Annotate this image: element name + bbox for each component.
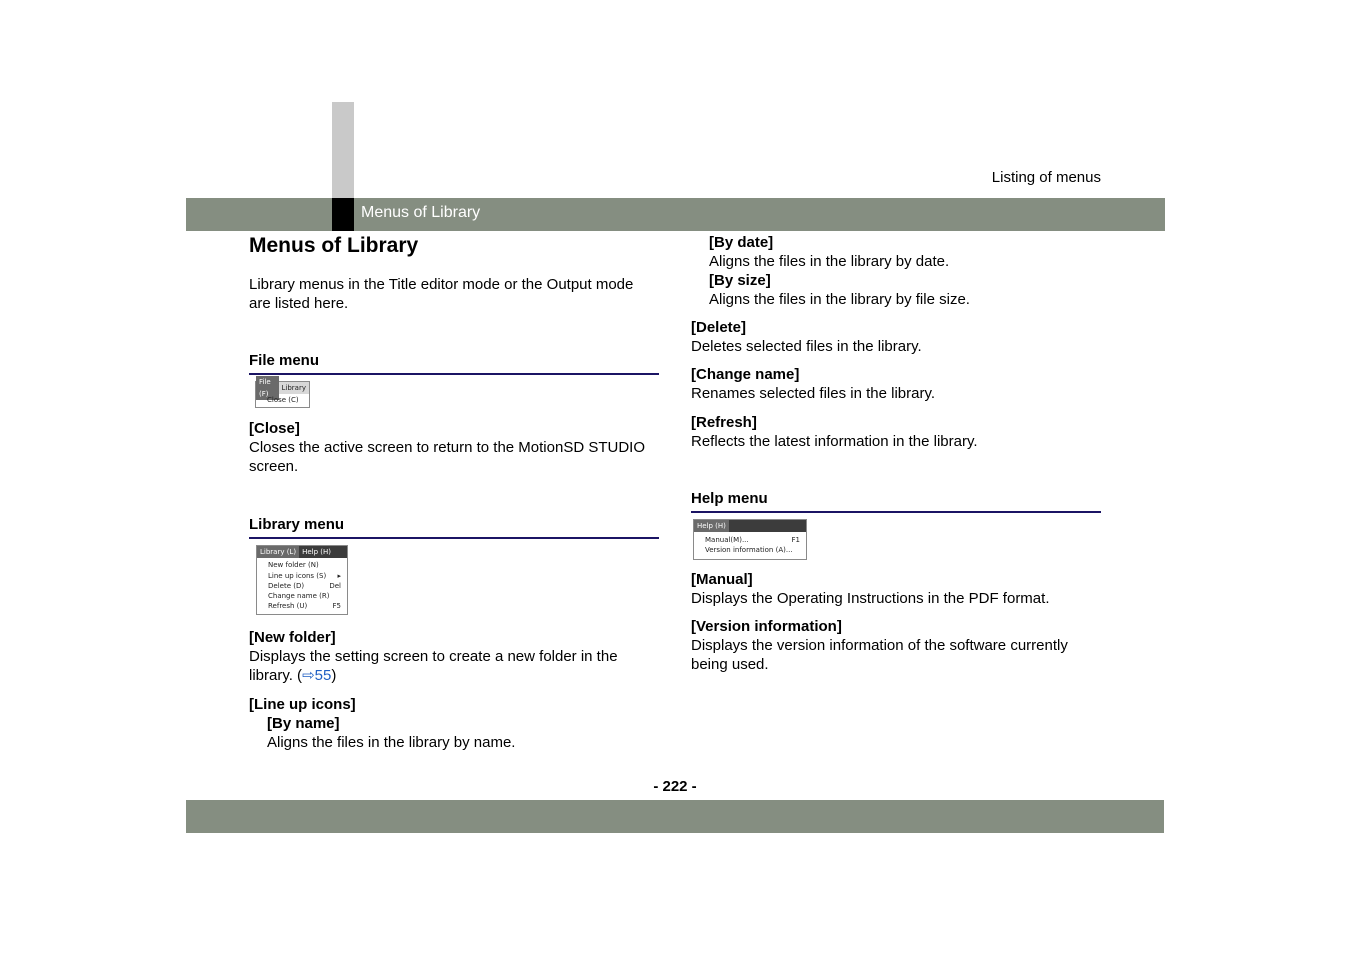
menu-item: New folder (N) <box>268 561 319 570</box>
file-menu-heading: File menu <box>249 351 659 375</box>
menu-bar-item: Help (H) <box>302 548 331 557</box>
by-size-term: [By size] <box>709 272 771 289</box>
left-column <box>249 233 659 752</box>
library-menu-heading: Library menu <box>249 515 659 539</box>
close-term: [Close] <box>249 420 300 438</box>
new-folder-desc: Displays the setting screen to create a new folder in the library. (⇨55) <box>249 647 618 684</box>
file-menu-screenshot <box>255 378 310 408</box>
submenu-arrow-icon: ▸ <box>337 571 341 580</box>
manual-term: [Manual] <box>691 570 753 588</box>
footer-bar <box>186 800 1164 833</box>
delete-term: [Delete] <box>691 319 747 336</box>
help-menu-screenshot <box>693 519 807 560</box>
menu-item: Close (C) <box>267 396 299 404</box>
menu-bar-item: Library (L) <box>257 546 299 558</box>
manual-desc: Displays the Operating Instructions in the PDF format. <box>691 589 1050 607</box>
intro-text: Library menus in the Title editor mode or the Output mode are listed here. <box>249 276 634 312</box>
menu-item: Delete (D) Del <box>268 581 341 590</box>
file-menu-bar <box>256 378 309 398</box>
refresh-term: [Refresh] <box>691 414 757 431</box>
library-menu-bar <box>257 546 347 558</box>
by-name-desc: Aligns the files in the library by name. <box>267 733 516 751</box>
version-desc: Displays the version information of the software currently being used. <box>691 636 1068 673</box>
refresh-desc: Reflects the latest information in the library. <box>691 433 978 450</box>
header-black-tab <box>332 198 354 231</box>
page-number: - 222 - <box>653 778 697 795</box>
header-gray-tab <box>332 102 354 198</box>
by-date-term: [By date] <box>709 234 774 251</box>
close-desc: Closes the active screen to return to the MotionSD STUDIO screen. <box>249 439 645 476</box>
change-name-desc: Renames selected files in the library. <box>691 385 935 402</box>
page-title: Menus of Library <box>249 234 419 257</box>
by-date-desc: Aligns the files in the library by date. <box>709 253 950 270</box>
menu-item: Version information (A)... <box>705 546 793 555</box>
line-up-term: [Line up icons] <box>249 695 356 713</box>
header-title: Menus of Library <box>361 204 481 221</box>
section-label: Listing of menus <box>991 169 1101 186</box>
menu-item: Refresh (U) F5 <box>268 602 341 611</box>
menu-item: Change name (R) <box>268 592 330 601</box>
library-menu-screenshot <box>256 545 348 614</box>
by-name-term: [By name] <box>267 714 340 732</box>
menu-item: Line up icons (S) ▸ <box>268 571 341 580</box>
right-column <box>691 233 1101 674</box>
help-menu-heading: Help menu <box>691 489 1101 513</box>
version-term: [Version information] <box>691 617 842 635</box>
by-size-desc: Aligns the files in the library by file size. <box>709 291 970 308</box>
menu-bar-item: File (F) <box>256 376 279 400</box>
help-menu-bar <box>694 520 806 532</box>
delete-desc: Deletes selected files in the library. <box>691 338 922 355</box>
change-name-term: [Change name] <box>691 366 800 383</box>
menu-bar-item: Library <box>279 382 309 394</box>
menu-bar-item: Help (H) <box>694 520 729 532</box>
new-folder-term: [New folder] <box>249 628 336 646</box>
page-link[interactable]: ⇨55 <box>302 666 332 684</box>
menu-item: Manual(M)... F1 <box>705 536 800 544</box>
